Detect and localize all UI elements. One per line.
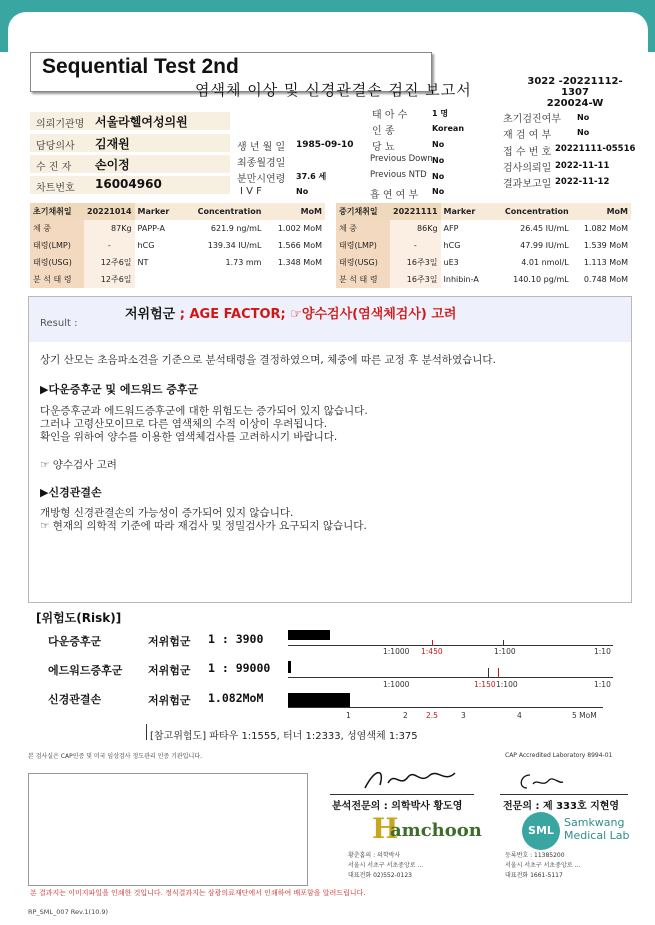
table-row	[336, 271, 631, 288]
table-cell: 20221014	[84, 203, 135, 220]
table-cell: hCG	[443, 241, 461, 250]
risk-ntd-level: 저위험군	[148, 694, 191, 707]
table-cell: AFP	[443, 224, 459, 233]
risk-edwards-cutoff-tick	[498, 668, 499, 678]
sml-brand-line2: Medical Lab	[564, 829, 630, 842]
analyst-label: 분석전문의 : 의학박사 황도영	[332, 801, 463, 812]
dm-label: 당 뇨	[372, 142, 395, 153]
result-highlight: ; AGE FACTOR; ☞양수검사(염색체검사) 고려	[179, 307, 457, 322]
table-cell: 1.73 mm	[225, 258, 262, 267]
examinee-value: 손이정	[95, 158, 130, 172]
doctor-value: 김재원	[95, 137, 130, 151]
chart-value: 16004960	[95, 177, 162, 191]
risk-ntd-tick-3: 2.5	[426, 711, 438, 720]
reqdate-value: 2022-11-11	[555, 161, 610, 171]
table-cell: 체 중	[336, 220, 390, 237]
retest-label: 재 검 여 부	[503, 130, 552, 141]
report-number-line1: 3022 -20221112-1307	[527, 76, 623, 98]
table-cell: Concentration	[180, 203, 264, 220]
risk-down-tick-4: 1:10	[594, 647, 611, 656]
risk-down-value: 1 : 3900	[208, 632, 264, 646]
sml-circle-logo: SML	[522, 812, 560, 850]
smoke-value: No	[432, 187, 445, 196]
result-prefix: 저위험군	[125, 307, 180, 322]
early-label: 초기검진여부	[503, 114, 561, 125]
reqdate-label: 검사의뢰일	[503, 163, 552, 174]
table-cell: 태령(LMP)	[30, 237, 84, 254]
prev-ntd-value: No	[432, 172, 445, 181]
institution-value: 서울라헬여성의원	[95, 115, 188, 129]
table-cell: 621.9 ng/mL	[210, 224, 262, 233]
table-cell: Concentration	[489, 203, 571, 220]
risk-down-tick-1: 1:1000	[383, 647, 410, 656]
report-title-ko: 염색체 이상 및 신경관결손 검진 보고서	[195, 81, 472, 99]
table-cell: 140.10 pg/mL	[513, 275, 569, 284]
specialist-signature-line	[500, 794, 628, 795]
table-cell: 중기채취일	[336, 203, 390, 220]
table-cell: PAPP-A	[137, 224, 165, 233]
risk-title: [위험도(Risk)]	[36, 611, 122, 625]
table-cell: 26.45 IU/mL	[520, 224, 569, 233]
race-value: Korean	[432, 124, 465, 133]
table-cell: 분 석 태 령	[336, 271, 390, 288]
table-cell: 태령(USG)	[30, 254, 84, 271]
ivf-value: No	[296, 187, 309, 196]
risk-edwards-level: 저위험군	[148, 664, 191, 677]
risk-edwards-tick-2: 1:150	[474, 680, 496, 689]
table-row	[30, 203, 325, 220]
age-value: 37.6 세	[296, 172, 327, 181]
risk-edwards-tick-1: 1:1000	[383, 680, 410, 689]
table-row	[30, 237, 325, 254]
repdate-label: 결과보고일	[503, 179, 552, 190]
risk-edwards-name: 에드워드증후군	[48, 664, 123, 677]
memo-box	[28, 773, 308, 886]
analyst-line2: 서울시 서초구 서초중앙로 ...	[348, 862, 424, 869]
table-cell: 1.566 MoM	[277, 241, 322, 250]
table-cell: 86Kg	[390, 220, 441, 237]
table-cell: 139.34 IU/mL	[207, 241, 262, 250]
table-cell: -	[84, 237, 135, 254]
recno-value: 20221111-05516	[555, 144, 636, 154]
chart-label: 차트번호	[36, 183, 75, 194]
table-cell: 12주6일	[84, 254, 135, 271]
risk-edwards-tick-3: 1:100	[496, 680, 518, 689]
table-cell: NT	[137, 258, 149, 267]
section-down-line1: 다운증후군과 에드워드증후군에 대한 위험도는 증가되어 있지 않습니다.	[40, 405, 368, 417]
sml-line1: 등록번호 : 11385200	[505, 852, 565, 859]
section-down-line2: 그러나 고령산모이므로 다른 염색체의 수적 이상이 우려됩니다.	[40, 418, 328, 430]
table-cell: 16주3일	[390, 271, 441, 288]
reference-divider	[146, 724, 147, 740]
dm-value: No	[432, 140, 445, 149]
fetus-value: 1 명	[432, 109, 449, 118]
analyst-line1: 황춘홈의 : 의학박사	[348, 852, 401, 859]
sml-line3: 대표전화 1661-5117	[505, 872, 563, 879]
table-cell: -	[390, 237, 441, 254]
table-cell: 1.539 MoM	[583, 241, 628, 250]
table-row	[30, 271, 325, 288]
risk-edwards-value: 1 : 99000	[208, 661, 271, 675]
table-cell	[180, 271, 264, 288]
sml-brand-line1: Samkwang	[564, 816, 625, 829]
risk-ntd-bar	[288, 693, 350, 707]
analyst-signature-icon	[360, 763, 460, 795]
analyst-signature-line	[330, 794, 474, 795]
dob-label: 생 년 월 일	[237, 142, 286, 153]
prev-ntd-label: Previous NTD	[370, 170, 427, 180]
section-ntd-title: ▶신경관결손	[40, 486, 102, 499]
risk-ntd-axis	[288, 707, 603, 708]
race-label: 인 종	[372, 126, 395, 137]
section-down-title: ▶다운증후군 및 에드워드 증후군	[40, 383, 199, 396]
risk-ntd-tick-4: 3	[461, 711, 466, 720]
recno-label: 접 수 번 호	[503, 147, 552, 158]
table-cell: 초기채취일	[30, 203, 84, 220]
second-trimester-table	[336, 203, 631, 288]
cap-note-left: 본 검사실은 CAP인증 및 미국 임상검사 정도관리 인증 기관입니다.	[28, 753, 202, 760]
table-cell: 1.082 MoM	[583, 224, 628, 233]
section-ntd-line1: 개방형 신경관결손의 가능성이 증가되어 있지 않습니다.	[40, 507, 294, 519]
risk-down-bar	[288, 630, 330, 640]
table-cell: 16주3일	[390, 254, 441, 271]
table-cell: Marker	[135, 203, 181, 220]
risk-down-level: 저위험군	[148, 635, 191, 648]
sml-logo: SML	[585, 24, 629, 68]
report-number	[520, 76, 630, 109]
table-row	[336, 203, 631, 220]
table-cell: 1.002 MoM	[277, 224, 322, 233]
table-row	[336, 254, 631, 271]
lmp-label: 최종월경일	[237, 158, 286, 169]
table-cell: 1.348 MoM	[277, 258, 322, 267]
section-ntd-line2: ☞ 현재의 의학적 기준에 따라 재검사 및 정밀검사가 요구되지 않습니다.	[40, 520, 367, 532]
risk-down-tick-2: 1:450	[421, 647, 443, 656]
table-cell: 4.01 nmol/L	[521, 258, 569, 267]
table-cell	[135, 271, 181, 288]
risk-down-name: 다운증후군	[48, 635, 102, 648]
risk-down-axis	[288, 645, 613, 646]
table-cell: 87Kg	[84, 220, 135, 237]
table-cell: hCG	[137, 241, 155, 250]
table-cell: 태령(LMP)	[336, 237, 390, 254]
table-cell: 20221111	[390, 203, 441, 220]
table-cell: 분 석 태 령	[30, 271, 84, 288]
repdate-value: 2022-11-12	[555, 177, 610, 187]
risk-down-cutoff-tick	[432, 640, 433, 646]
risk-edwards-tick	[488, 668, 489, 678]
age-label: 분만시연령	[237, 174, 286, 185]
early-value: No	[577, 113, 590, 122]
section-down-line3: 확인을 위하여 양수를 이용한 염색체검사를 고려하시기 바랍니다.	[40, 431, 338, 443]
risk-ntd-tick-6: 5 MoM	[572, 711, 597, 720]
table-cell: Marker	[441, 203, 490, 220]
risk-down-tick-3: 1:100	[494, 647, 516, 656]
prev-down-label: Previous Down	[370, 154, 433, 164]
risk-edwards-tick-4: 1:10	[594, 680, 611, 689]
table-cell: 체 중	[30, 220, 84, 237]
specialist-signature-icon	[515, 770, 565, 792]
sml-line2: 서울시 서초구 서초중앙로 ...	[505, 862, 581, 869]
table-cell	[264, 271, 325, 288]
result-text	[125, 303, 456, 322]
report-title-en: Sequential Test 2nd	[42, 55, 239, 78]
analyst-line3: 대표전화 02)552-0123	[348, 872, 412, 879]
dob-value: 1985-09-10	[296, 140, 354, 150]
risk-ntd-name: 신경관결손	[48, 693, 102, 706]
first-trimester-table	[30, 203, 325, 288]
risk-edwards-axis	[288, 677, 613, 678]
table-cell: 12주6일	[84, 271, 135, 288]
cap-note-right: CAP Accredited Laboratory 8994-01	[505, 752, 613, 759]
specialist-label: 전문의 : 제 333호 지현영	[503, 801, 620, 812]
reference-risk: [참고위험도] 파타우 1:1555, 터너 1:2333, 성염색체 1:375	[150, 731, 418, 742]
ivf-label: I V F	[240, 186, 262, 197]
table-cell: 47.99 IU/mL	[520, 241, 569, 250]
result-label: Result :	[40, 318, 78, 329]
smoke-label: 흡 연 여 부	[370, 190, 419, 201]
retest-value: No	[577, 128, 590, 137]
table-cell: MoM	[572, 203, 631, 220]
examinee-label: 수 진 자	[36, 162, 72, 173]
risk-ntd-tick-2: 2	[403, 711, 408, 720]
footer-code: RP_SML_007 Rev.1(10.9)	[28, 908, 109, 916]
doctor-label: 담당의사	[36, 141, 75, 152]
report-number-line2: 220024-W	[546, 98, 604, 109]
table-row	[336, 220, 631, 237]
section-down-line4: ☞ 양수검사 고려	[40, 459, 117, 471]
table-cell: MoM	[264, 203, 325, 220]
table-row	[30, 254, 325, 271]
prev-down-value: No	[432, 156, 445, 165]
footer-note: 본 결과지는 이미지파일을 인쇄한 것입니다. 정식결과지는 삼광의료재단에서 인쇄하여 배포함을 알려드립니다.	[30, 889, 366, 897]
table-row	[30, 220, 325, 237]
table-cell: uE3	[443, 258, 459, 267]
table-cell: 0.748 MoM	[583, 275, 628, 284]
intro-text: 상기 산모는 초음파소견을 기준으로 분석태령을 결정하였으며, 체중에 따른 교정 후 분석하였습니다.	[40, 354, 496, 366]
fetus-label: 태 아 수	[372, 110, 408, 121]
table-cell: 태령(USG)	[336, 254, 390, 271]
risk-edwards-bar	[288, 661, 291, 673]
risk-ntd-tick-1: 1	[346, 711, 351, 720]
risk-ntd-tick-5: 4	[517, 711, 522, 720]
risk-down-tick	[503, 640, 504, 646]
hamchoon-brand: amchoon	[390, 820, 482, 841]
table-cell: 1.113 MoM	[583, 258, 628, 267]
risk-ntd-value: 1.082MoM	[208, 691, 264, 705]
hamchoon-h-logo-icon: H	[372, 812, 399, 845]
institution-label: 의뢰기관명	[36, 119, 85, 130]
table-row	[336, 237, 631, 254]
table-cell: Inhibin-A	[443, 275, 479, 284]
